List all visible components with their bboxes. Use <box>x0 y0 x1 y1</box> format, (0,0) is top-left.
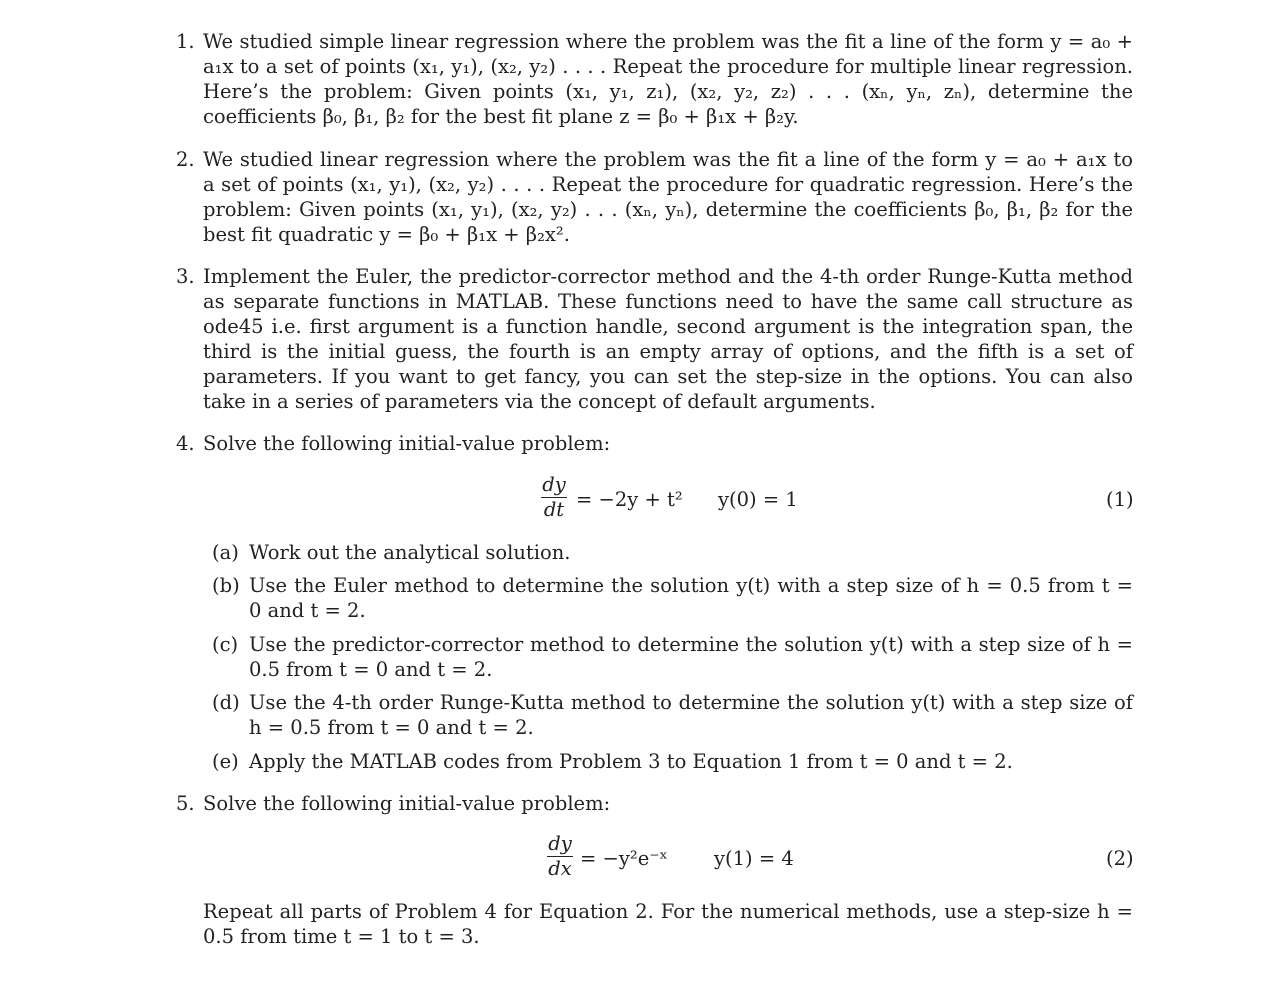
problem-5-text: Solve the following initial-value problem: <box>203 792 611 815</box>
part-c-text: Use the predictor-corrector method to determine the solution y(t) with a step size of h = 0.5 from t = 0 and t = 2. <box>249 633 1133 681</box>
problem-2-number: 2. <box>176 148 195 171</box>
part-d-text: Use the 4-th order Runge-Kutta method to determine the solution y(t) with a step size of h = 0.5 from t = 0 and t = 2. <box>249 691 1133 739</box>
equation-2-fraction <box>546 833 574 880</box>
part-b-text: Use the Euler method to determine the solution y(t) with a step size of h = 0.5 from t = 0 and t = 2. <box>249 574 1133 622</box>
problem-4-number: 4. <box>176 432 195 455</box>
part-e-label: (e) <box>212 750 239 773</box>
equation-1-numerator: dy <box>542 473 566 496</box>
part-a-text: Work out the analytical solution. <box>249 541 571 564</box>
equation-2-label: (2) <box>1106 847 1134 870</box>
part-c-label: (c) <box>212 633 239 656</box>
equation-2-denominator: dx <box>548 857 572 880</box>
problem-1-text: We studied simple linear regression where the problem was the fit a line of the form y = a₀ + a₁x to a set of points (x₁, y₁), (x₂, y₂) . . . . Repeat the procedure for multiple linear regression. Here’s the problem: Given points (x₁, y₁, z₁), (x₂, y₂, z₂) . . . (xₙ, yₙ, zₙ), determine the coefficients β₀, β₁, β₂ for the best fit plane z = β₀ + β₁x + β₂y. <box>203 30 1133 128</box>
equation-1-fraction <box>540 474 568 521</box>
problem-3-text: Implement the Euler, the predictor-corrector method and the 4-th order Runge-Kutta method as separate functions in MATLAB. These functions need to have the same call structure as ode45 i.e. first argument is a function handle, second argument is the integration span, the third is the initial guess, the fourth is an empty array of options, and the fifth is a set of parameters. If you want to get fancy, you can set the step-size in the options. You can also take in a series of parameters via the concept of default arguments. <box>203 265 1133 413</box>
problem-5-followup: Repeat all parts of Problem 4 for Equation 2. For the numerical methods, use a step-size h = 0.5 from time t = 1 to t = 3. <box>203 900 1133 948</box>
part-a-label: (a) <box>212 541 239 564</box>
problem-1-number: 1. <box>176 30 195 53</box>
equation-2-numerator: dy <box>548 832 572 855</box>
part-d-label: (d) <box>212 691 240 714</box>
equation-1-denominator: dt <box>543 498 565 521</box>
equation-1-label: (1) <box>1106 488 1134 511</box>
problem-3-number: 3. <box>176 265 195 288</box>
problem-2-text: We studied linear regression where the problem was the fit a line of the form y = a₀ + a₁x to a set of points (x₁, y₁), (x₂, y₂) . . . . Repeat the procedure for quadratic regression. Here’s the problem: Given points (x₁, y₁), (x₂, y₂) . . . (xₙ, yₙ), determine the coefficients β₀, β₁, β₂ for the best fit quadratic y = β₀ + β₁x + β₂x². <box>203 148 1133 246</box>
problem-4-text: Solve the following initial-value problem: <box>203 432 611 455</box>
part-e-text: Apply the MATLAB codes from Problem 3 to Equation 1 from t = 0 and t = 2. <box>249 750 1013 773</box>
equation-1-rhs: = −2y + t² <box>576 488 683 511</box>
equation-2-condition: y(1) = 4 <box>714 847 794 870</box>
equation-2-rhs: = −y²e⁻ˣ <box>580 847 668 870</box>
part-b-label: (b) <box>212 574 240 597</box>
equation-1-condition: y(0) = 1 <box>718 488 798 511</box>
problem-5-number: 5. <box>176 792 195 815</box>
